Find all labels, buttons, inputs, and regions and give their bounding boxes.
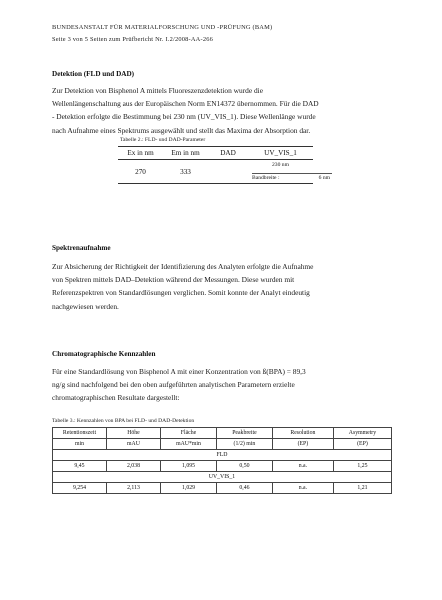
table3-header-peakbreite: Peakbreite [216, 428, 272, 439]
text-line: Zur Detektion von Bisphenol A mittels Fluoreszenzdetektion wurde die [52, 86, 264, 95]
text-line: chromatographischen Resultate dargestellt: [52, 393, 180, 403]
table2-bandbreite-value: 6 nm [318, 175, 330, 181]
heading-spektrenaufnahme: Spektrenaufnahme [52, 244, 111, 252]
table3-header-retentionszeit: Retentionszeit [53, 428, 107, 439]
paragraph-spektrenaufnahme [52, 260, 397, 313]
table3-section-uv: UV_VIS_1 [53, 472, 392, 483]
table3-cell: 0,46 [216, 483, 272, 494]
text-line: Für eine Standardlösung von Bisphenol A mit einer Konzentration von ß(BPA) = 89,3 [52, 367, 306, 376]
text-line: Zur Absicherung der Richtigkeit der Identifizierung des Analyten erfolgte die Aufnahme [52, 262, 314, 271]
text-line: Wellenlängenschaltung aus der Europäischen Norm EN14372 übernommen. Für die DAD [52, 99, 319, 109]
table3-unit: (EP) [333, 439, 391, 450]
table3-caption: Tabelle 3.: Kennzahlen von BPA bei FLD- und DAD-Detektion [52, 418, 195, 424]
table-fld-dad-parameters [118, 146, 330, 184]
paragraph-chromatographische-kennzahlen [52, 365, 397, 405]
table2-value-ex: 270 [118, 160, 163, 184]
table3-section-fld: FLD [53, 450, 392, 461]
report-header-page: Seite 3 von 5 Seiten zum Prüfbericht Nr. I.2/2008-AA-266 [52, 36, 213, 43]
table3-header-asymmetry: Asymmetry [333, 428, 391, 439]
text-line: - Detektion erfolgte die Bestimmung bei 230 nm (UV_VIS_1). Diese Wellenlänge wurde [52, 112, 316, 122]
report-header-institution: BUNDESANSTALT FÜR MATERIALFORSCHUNG UND -PRÜFUNG (BAM) [52, 24, 273, 31]
table2-header-uv: UV_VIS_1 [248, 147, 313, 160]
table3-header-hoehe: Höhe [106, 428, 160, 439]
table3-cell: 2,113 [106, 483, 160, 494]
table3-cell: 9,254 [53, 483, 107, 494]
table3-cell: 1,21 [333, 483, 391, 494]
table-bpa-kennzahlen [52, 427, 392, 494]
table3-cell: 1,029 [161, 483, 217, 494]
table2-header-ex: Ex in nm [118, 147, 163, 160]
table3-header-flaeche: Fläche [161, 428, 217, 439]
text-line: ng/g sind nachfolgend bei den oben aufgeführten analytischen Parametern erzielte [52, 380, 295, 390]
text-line: Referenzspektren von Standardlösungen verglichen. Somit konnte der Analyt eindeutig [52, 288, 310, 298]
table3-cell: 0,50 [216, 461, 272, 472]
table2-header-em: Em in nm [163, 147, 208, 160]
table2-bandbreite [252, 173, 332, 181]
table3-unit: (EP) [272, 439, 333, 450]
table3-cell: n.a. [272, 461, 333, 472]
text-line: nach Aufnahme eines Spektrums ausgewählt und stellt das Maxima der Absorption dar. [52, 125, 311, 135]
paragraph-detektion [52, 84, 397, 137]
table3-header-resolution: Resolution [272, 428, 333, 439]
heading-detektion: Detektion (FLD und DAD) [52, 70, 135, 78]
table2-value-em: 333 [163, 160, 208, 184]
table3-unit: mAU [106, 439, 160, 450]
table2-header-dad: DAD [208, 147, 248, 160]
table2-value-uv: 230 nm [272, 162, 289, 168]
table3-cell: 1,25 [333, 461, 391, 472]
text-line: nachgewiesen werden. [52, 301, 119, 311]
table3-cell: 2,038 [106, 461, 160, 472]
table3-unit: (1/2) min [216, 439, 272, 450]
table2-value-uv-cell [208, 160, 330, 184]
heading-chromatographische-kennzahlen: Chromatographische Kennzahlen [52, 350, 156, 358]
table2-bandbreite-label: Bandbreite : [252, 175, 280, 181]
text-line: von Spektren mittels DAD–Detektion während der Messungen. Diese wurden mit [52, 275, 295, 285]
table3-cell: 9,45 [53, 461, 107, 472]
table2-caption: Tabelle 2.: FLD- und DAD-Parameter [120, 137, 206, 143]
table3-unit: min [53, 439, 107, 450]
table3-cell: n.a. [272, 483, 333, 494]
table3-cell: 1,095 [161, 461, 217, 472]
table3-unit: mAU*min [161, 439, 217, 450]
